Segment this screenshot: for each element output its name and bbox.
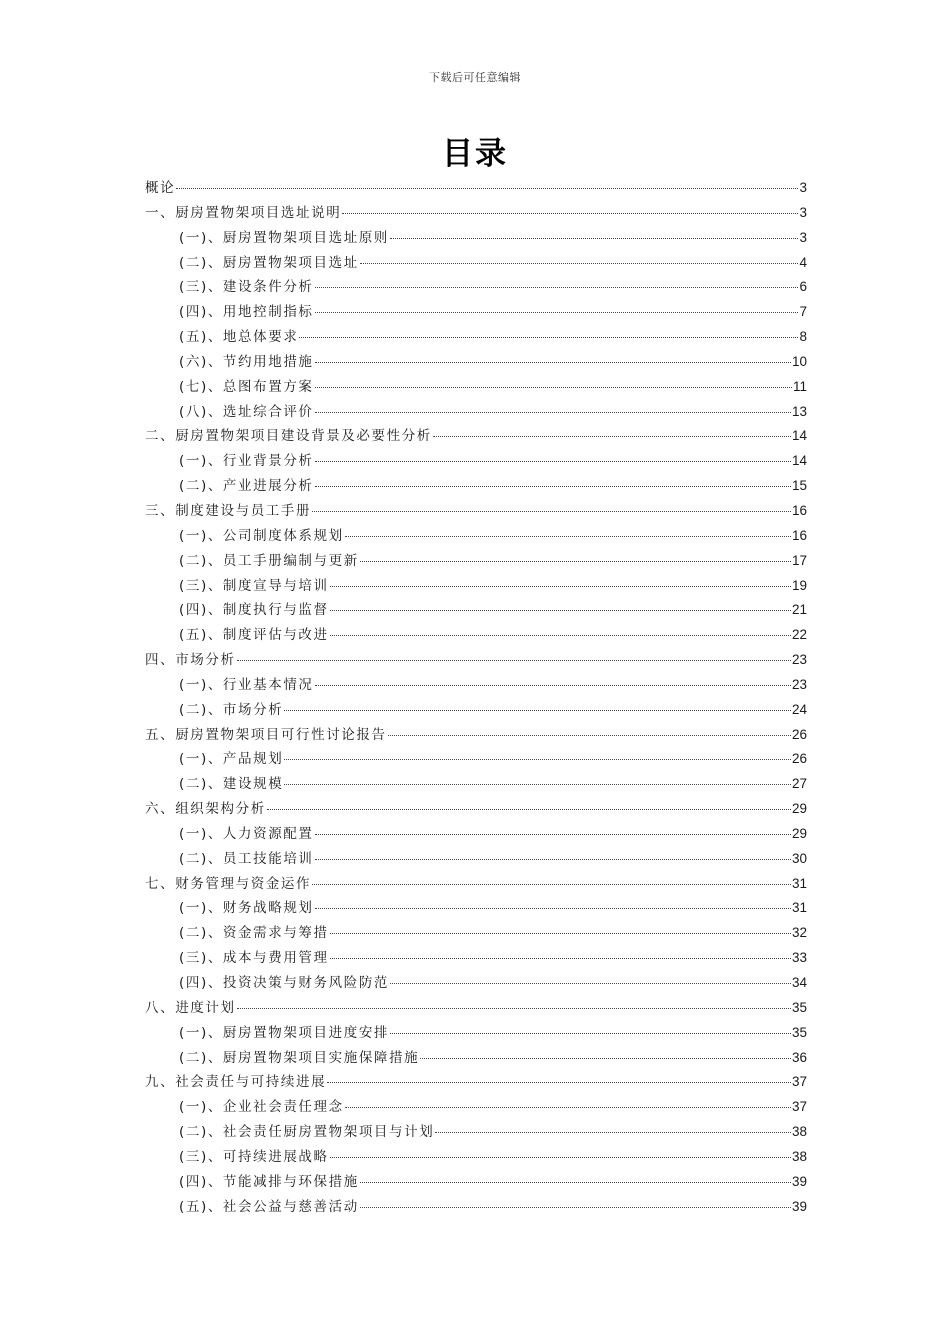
toc-entry-page: 38 [791,1124,807,1140]
toc-dot-leader [330,610,791,611]
toc-entry-label: (三)、可持续进展战略 [179,1148,329,1165]
toc-entry-page: 19 [791,577,807,593]
toc-dot-leader [360,561,791,562]
toc-dot-leader [342,213,798,214]
toc-entry-page: 29 [791,801,807,817]
toc-entry[interactable] [145,226,807,251]
toc-dot-leader [388,735,791,736]
toc-entry-page: 14 [791,453,807,469]
toc-entry-page: 35 [791,999,807,1015]
toc-entry-label: (五)、制度评估与改进 [179,627,329,644]
toc-dot-leader [345,536,791,537]
toc-dot-leader [315,685,791,686]
toc-entry-page: 29 [791,825,807,841]
toc-entry-page: 7 [799,304,807,320]
toc-entry-page: 24 [791,701,807,717]
toc-entry-label: 三、制度建设与员工手册 [145,502,312,519]
toc-entry-label: (一)、企业社会责任理念 [179,1099,344,1116]
toc-entry-page: 26 [791,726,807,742]
toc-entry-label: (二)、市场分析 [179,701,284,718]
toc-entry[interactable] [145,723,807,748]
toc-entry-label: (二)、厨房置物架项目选址 [179,254,359,271]
toc-entry-label: (二)、员工手册编制与更新 [179,552,359,569]
toc-dot-leader [284,759,791,760]
toc-entry-page: 3 [799,229,807,245]
toc-entry-label: (四)、用地控制指标 [179,304,314,321]
toc-entry-label: (一)、产品规划 [179,751,284,768]
toc-entry-page: 15 [791,478,807,494]
toc-entry-page: 13 [791,403,807,419]
toc-entry-page: 31 [791,875,807,891]
toc-entry[interactable] [145,251,807,276]
toc-entry-label: 概论 [145,180,176,196]
toc-dot-leader [315,312,799,313]
toc-entry[interactable] [145,1120,807,1145]
header-note: 下载后可任意编辑 [429,71,521,84]
page-title: 目录 [442,136,508,172]
toc-entry[interactable] [145,797,807,822]
toc-entry-page: 30 [791,850,807,866]
toc-entry-label: (四)、制度执行与监督 [179,602,329,619]
toc-entry[interactable] [145,872,807,897]
toc-dot-leader [390,238,798,239]
toc-entry[interactable] [145,424,807,449]
toc-dot-leader [327,1082,791,1083]
toc-entry[interactable] [145,772,807,797]
toc-dot-leader [315,287,799,288]
toc-entry-page: 21 [791,602,807,618]
toc-entry-label: (八)、选址综合评价 [179,403,314,420]
toc-dot-leader [420,1058,791,1059]
toc-entry-page: 22 [791,627,807,643]
toc-entry-page: 11 [792,378,807,394]
toc-entry-label: (三)、建设条件分析 [179,279,314,296]
toc-entry[interactable] [145,300,807,325]
toc-entry[interactable] [145,673,807,698]
toc-entry[interactable] [145,747,807,772]
toc-entry-page: 4 [799,254,807,270]
toc-entry[interactable] [145,201,807,226]
toc-entry[interactable] [145,623,807,648]
table-of-contents [145,176,807,1219]
toc-entry[interactable] [145,449,807,474]
toc-dot-leader [315,387,792,388]
toc-dot-leader [176,188,798,189]
toc-entry-page: 34 [791,975,807,990]
toc-dot-leader [315,486,791,487]
toc-entry-page: 6 [799,279,807,295]
toc-entry[interactable] [145,375,807,400]
toc-entry-label: (四)、投资决策与财务风险防范 [179,975,390,991]
toc-entry[interactable] [145,350,807,375]
toc-entry-page: 38 [791,1148,807,1164]
toc-entry[interactable] [145,325,807,350]
toc-entry[interactable] [145,400,807,425]
toc-entry[interactable] [145,499,807,524]
toc-entry[interactable] [145,822,807,847]
toc-entry[interactable] [145,996,807,1021]
toc-entry-label: (二)、产业进展分析 [179,478,314,495]
toc-dot-leader [315,859,791,860]
toc-dot-leader [312,511,791,512]
toc-entry-page: 37 [791,1099,807,1115]
toc-entry[interactable] [145,275,807,300]
toc-dot-leader [345,1107,791,1108]
toc-dot-leader [435,1132,791,1133]
toc-dot-leader [330,933,791,934]
toc-entry-page: 35 [791,1024,807,1040]
toc-entry-label: 二、厨房置物架项目建设背景及必要性分析 [145,428,432,445]
toc-entry-page: 17 [791,552,807,568]
toc-entry[interactable] [145,176,807,201]
toc-entry-page: 39 [791,1173,807,1189]
toc-entry-page: 8 [799,329,807,345]
toc-entry-label: (二)、社会责任厨房置物架项目与计划 [179,1124,435,1141]
toc-dot-leader [315,834,791,835]
toc-entry[interactable] [145,896,807,921]
toc-entry-page: 36 [791,1049,807,1065]
toc-entry-page: 10 [791,353,807,369]
toc-entry-label: (一)、行业基本情况 [179,676,314,693]
toc-entry[interactable] [145,598,807,623]
toc-entry-label: (一)、厨房置物架项目进度安排 [179,1024,390,1041]
toc-entry-label: (一)、公司制度体系规划 [179,527,344,544]
toc-entry-label: (二)、员工技能培训 [179,850,314,867]
toc-dot-leader [237,1008,791,1009]
toc-entry[interactable] [145,847,807,872]
toc-entry[interactable] [145,1095,807,1120]
toc-entry-label: 四、市场分析 [145,652,236,669]
toc-entry-label: (三)、制度宣导与培训 [179,577,329,594]
toc-entry[interactable] [145,1170,807,1195]
toc-entry[interactable] [145,1070,807,1095]
toc-dot-leader [390,983,791,984]
toc-entry-page: 37 [791,1074,807,1090]
toc-entry-label: (二)、厨房置物架项目实施保障措施 [179,1049,420,1066]
toc-entry-label: (二)、建设规模 [179,776,284,793]
toc-dot-leader [360,263,799,264]
toc-entry-page: 23 [791,676,807,692]
toc-entry[interactable] [145,971,807,996]
toc-entry-label: (五)、社会公益与慈善活动 [179,1198,359,1215]
toc-entry-label: 九、社会责任与可持续进展 [145,1074,327,1091]
toc-entry[interactable] [145,648,807,673]
toc-entry[interactable] [145,946,807,971]
toc-entry-label: 五、厨房置物架项目可行性讨论报告 [145,726,387,743]
toc-entry-label: (一)、财务战略规划 [179,900,314,917]
toc-entry-page: 39 [791,1198,807,1214]
toc-entry[interactable] [145,1046,807,1071]
toc-entry-label: (一)、人力资源配置 [179,825,314,842]
toc-entry[interactable] [145,574,807,599]
toc-entry-page: 33 [791,950,807,966]
toc-dot-leader [330,635,791,636]
toc-dot-leader [315,412,791,413]
toc-entry-label: (六)、节约用地措施 [179,353,314,370]
toc-entry[interactable] [145,1021,807,1046]
toc-entry[interactable] [145,549,807,574]
toc-entry[interactable] [145,698,807,723]
toc-dot-leader [315,908,791,909]
toc-entry[interactable] [145,474,807,499]
toc-entry-page: 3 [799,180,807,195]
toc-dot-leader [267,809,791,810]
toc-entry-label: (四)、节能减排与环保措施 [179,1173,359,1190]
toc-dot-leader [433,436,791,437]
toc-entry-label: (七)、总图布置方案 [179,378,314,395]
toc-dot-leader [312,884,791,885]
toc-entry-label: (三)、成本与费用管理 [179,950,329,967]
toc-entry-page: 16 [791,527,807,543]
toc-entry-page: 3 [799,204,807,220]
toc-entry-label: (五)、地总体要求 [179,329,299,346]
toc-entry[interactable] [145,921,807,946]
toc-entry-page: 23 [791,652,807,668]
toc-entry-page: 31 [791,900,807,916]
toc-entry[interactable] [145,524,807,549]
toc-entry-page: 14 [791,428,807,444]
toc-dot-leader [299,337,798,338]
toc-entry-label: 一、厨房置物架项目选址说明 [145,204,342,221]
toc-dot-leader [284,710,791,711]
toc-entry-label: (一)、行业背景分析 [179,453,314,470]
toc-entry[interactable] [145,1195,807,1220]
toc-dot-leader [330,1157,791,1158]
toc-entry-label: (一)、厨房置物架项目选址原则 [179,229,390,246]
toc-dot-leader [330,958,791,959]
toc-entry-page: 16 [791,502,807,518]
toc-dot-leader [360,1182,791,1183]
toc-entry-page: 26 [791,751,807,767]
toc-dot-leader [390,1033,791,1034]
toc-dot-leader [237,660,791,661]
toc-entry-label: 八、进度计划 [145,999,236,1016]
toc-dot-leader [315,461,791,462]
toc-entry-page: 32 [791,925,807,941]
toc-dot-leader [360,1207,791,1208]
toc-entry-page: 27 [791,776,807,792]
toc-entry-label: (二)、资金需求与筹措 [179,925,329,942]
toc-dot-leader [315,362,791,363]
toc-entry-label: 六、组织架构分析 [145,801,266,818]
toc-entry-label: 七、财务管理与资金运作 [145,875,312,892]
toc-entry[interactable] [145,1145,807,1170]
toc-dot-leader [330,586,791,587]
toc-dot-leader [284,784,791,785]
